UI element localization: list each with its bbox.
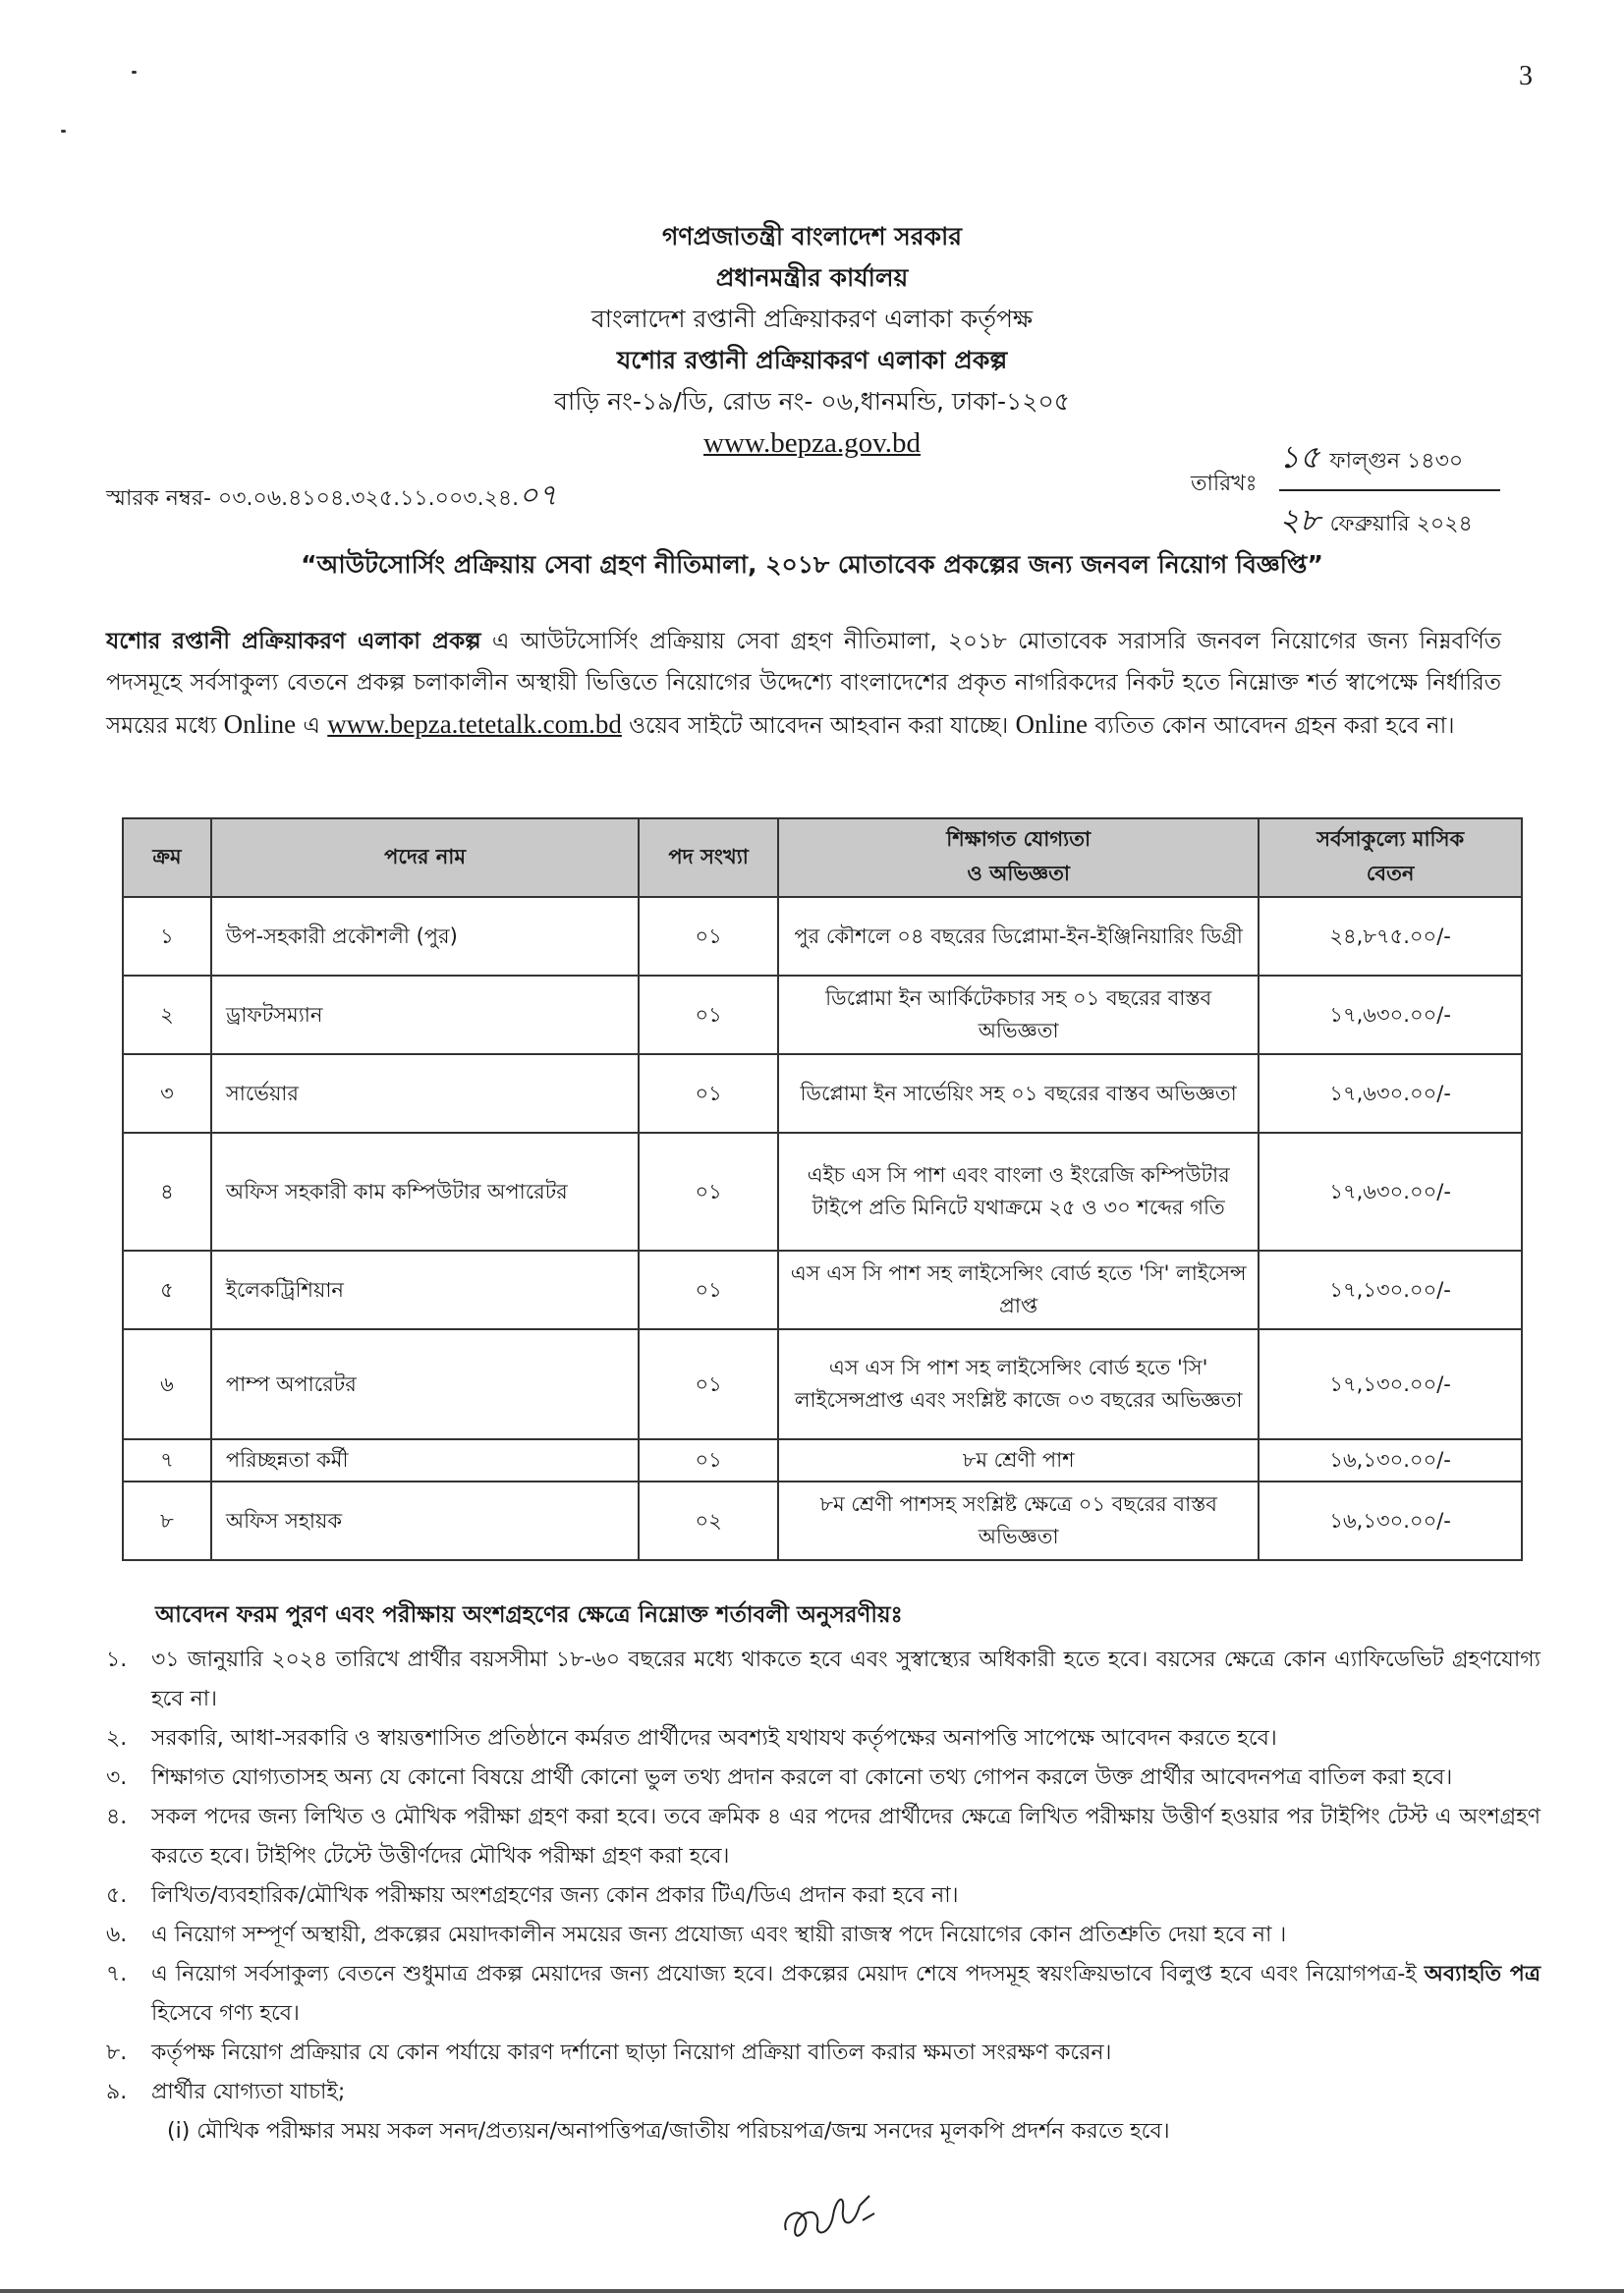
- bangla-day-handwritten: ১৫: [1279, 438, 1320, 475]
- cell-post: অফিস সহকারী কাম কম্পিউটার অপারেটর: [211, 1133, 639, 1251]
- bangla-date: [1279, 432, 1505, 485]
- condition-number: ৬.: [106, 1923, 128, 1947]
- table-header-row: [123, 818, 1522, 897]
- cell-salary: ১৭,১৩০.০০/-: [1259, 1251, 1522, 1329]
- condition-text: সরকারি, আধা-সরকারি ও স্বায়ত্তশাসিত প্রতিষ্ঠানে কর্মরত প্রার্থীদের অবশ্যই যথাযথ কর্তৃপক্ষের অনাপত্তি সাপেক্ষে আবেদন করতে হবে।: [151, 1726, 1277, 1751]
- cell-count: ০১: [639, 1054, 778, 1133]
- condition-item: [106, 1916, 1540, 1955]
- scan-speck: [61, 130, 66, 133]
- posts-table: [122, 817, 1523, 1561]
- office-name: প্রধানমন্ত্রীর কার্যালয়: [715, 263, 909, 292]
- application-website-link[interactable]: www.bepza.tetetalk.com.bd: [327, 709, 622, 739]
- col-qualification-line: শিক্ষাগত যোগ্যতা: [946, 827, 1092, 851]
- condition-text: ৩১ জানুয়ারি ২০২৪ তারিখে প্রার্থীর বয়সসীমা ১৮-৬০ বছরের মধ্যে থাকতে হবে এবং সুস্বাস্থ্যের অধিকারী হতে হবে। বয়সের ক্ষেত্রে কোন এ্যাফিডেভিট গ্রহণযোগ্য হবে না।: [151, 1648, 1540, 1711]
- cell-post: পরিচ্ছন্নতা কর্মী: [211, 1439, 639, 1482]
- date-divider: [1279, 489, 1500, 491]
- memo-handwritten-suffix: ০৭: [519, 478, 558, 513]
- col-post-name: পদের নাম: [211, 818, 639, 897]
- cell-salary: ২৪,৮৭৫.০০/-: [1259, 897, 1522, 976]
- date-fraction: [1279, 432, 1505, 548]
- cell-qualification: এইচ এস সি পাশ এবং বাংলা ও ইংরেজি কম্পিউটার টাইপে প্রতি মিনিটে যথাক্রমে ২৫ ও ৩০ শব্দের গতি: [778, 1133, 1259, 1251]
- condition-number: ৫.: [106, 1883, 128, 1908]
- cell-qualification: ৮ম শ্রেণী পাশ: [778, 1439, 1259, 1482]
- cell-serial: ৩: [123, 1054, 211, 1133]
- cell-post: সার্ভেয়ার: [211, 1054, 639, 1133]
- cell-count: ০১: [639, 976, 778, 1054]
- cell-salary: ১৭,৬৩০.০০/-: [1259, 1054, 1522, 1133]
- cell-post: ইলেকট্রিশিয়ান: [211, 1251, 639, 1329]
- col-qualification-line: ও অভিজ্ঞতা: [967, 862, 1070, 885]
- english-day-handwritten: ২৮: [1279, 501, 1320, 538]
- condition-item: [106, 1641, 1540, 1719]
- project-name: যশোর রপ্তানী প্রক্রিয়াকরণ এলাকা প্রকল্প: [616, 346, 1008, 374]
- table-row: [123, 1054, 1522, 1133]
- table-row: [123, 1482, 1522, 1560]
- condition-number: ৪.: [106, 1805, 128, 1829]
- condition-text: হিসেবে গণ্য হবে।: [151, 2001, 300, 2026]
- intro-text: এ আউটসোর্সিং প্রক্রিয়ায় সেবা গ্রহণ নীতিমালা, ২০১৮ মোতাবেক সরাসরি জনবল নিয়োগের জন্য নিম্নবর্ণিত পদসমূহে সর্বসাকুল্য বেতনে প্রকল্প চলাকালীন অস্থায়ী ভিত্তিতে নিয়োগের উদ্দেশ্যে বাংলাদেশের প্রকৃত নাগরিকদের নিকট হতে নিম্নোক্ত শর্ত স্বাপেক্ষে নির্ধারিত সময়ের মধ্যে: [106, 629, 1502, 739]
- table-row: [123, 1329, 1522, 1439]
- col-salary-line: সর্বসাকুল্যে মাসিক: [1316, 827, 1465, 851]
- cell-salary: ১৭,১৩০.০০/-: [1259, 1329, 1522, 1439]
- condition-text: কর্তৃপক্ষ নিয়োগ প্রক্রিয়ার যে কোন পর্যায়ে কারণ দর্শানো ছাড়া নিয়োগ প্রক্রিয়া বাতিল করার ক্ষমতা সংরক্ষণ করেন।: [151, 2041, 1112, 2065]
- condition-text: প্রার্থীর যোগ্যতা যাচাই;: [151, 2080, 346, 2104]
- condition-text: এ নিয়োগ সম্পূর্ণ অস্থায়ী, প্রকল্পের মেয়াদকালীন সময়ের জন্য প্রযোজ্য এবং স্থায়ী রাজস্ব পদে নিয়োগের কোন প্রতিশ্রুতি দেয়া হবে না ।: [151, 1923, 1287, 1947]
- table-row: [123, 1251, 1522, 1329]
- condition-text: শিক্ষাগত যোগ্যতাসহ অন্য যে কোনো বিষয়ে প্রার্থী কোনো ভুল তথ্য প্রদান করলে বা কোনো তথ্য গোপন করলে উক্ত প্রার্থীর আবেদনপত্র বাতিল করা হবে।: [151, 1765, 1453, 1790]
- condition-item: [106, 1759, 1540, 1798]
- cell-qualification: ৮ম শ্রেণী পাশসহ সংশ্লিষ্ট ক্ষেত্রে ০১ বছরের বাস্তব অভিজ্ঞতা: [778, 1482, 1259, 1560]
- cell-serial: ৮: [123, 1482, 211, 1560]
- date-label: তারিখঃ: [1191, 472, 1258, 496]
- condition-number: ৩.: [106, 1765, 128, 1790]
- cell-qualification: এস এস সি পাশ সহ লাইসেন্সিং বোর্ড হতে 'সি' লাইসেন্সপ্রাপ্ত এবং সংশ্লিষ্ট কাজে ০৩ বছরের অভিজ্ঞতা: [778, 1329, 1259, 1439]
- condition-number: ৭.: [106, 1962, 128, 1986]
- intro-text: ব্যতিত কোন আবেদন গ্রহন করা হবে না।: [1088, 713, 1455, 739]
- condition-number: ৮.: [106, 2041, 128, 2065]
- memo-number: [106, 472, 557, 522]
- condition-item: [106, 1798, 1540, 1876]
- condition-text: সকল পদের জন্য লিখিত ও মৌখিক পরীক্ষা গ্রহণ করা হবে। তবে ক্রমিক ৪ এর পদের প্রার্থীদের ক্ষেত্রে লিখিত পরীক্ষায় উত্তীর্ণ হওয়ার পর টাইপিং টেস্ট এ অংশগ্রহণ করতে হবে। টাইপিং টেস্টে উত্তীর্ণদের মৌখিক পরীক্ষা গ্রহণ করা হবে।: [151, 1805, 1540, 1869]
- condition-item: [106, 1719, 1540, 1759]
- cell-serial: ২: [123, 976, 211, 1054]
- cell-salary: ১৬,১৩০.০০/-: [1259, 1482, 1522, 1560]
- govt-name: গণপ্রজাতন্ত্রী বাংলাদেশ সরকার: [662, 222, 962, 251]
- intro-project-name: যশোর রপ্তানী প্রক্রিয়াকরণ এলাকা প্রকল্প: [106, 629, 481, 654]
- cell-post: অফিস সহায়ক: [211, 1482, 639, 1560]
- english-date: [1279, 495, 1505, 548]
- col-qualification: [778, 818, 1259, 897]
- cell-post: পাম্প অপারেটর: [211, 1329, 639, 1439]
- condition-sub-item: (i) মৌখিক পরীক্ষার সময় সকল সনদ/প্রত্যয়ন/অনাপত্তিপত্র/জাতীয় পরিচয়পত্র/জন্ম সনদের মূলকপি প্রদর্শন করতে হবে।: [167, 2119, 1170, 2144]
- condition-text: লিখিত/ব্যবহারিক/মৌখিক পরীক্ষায় অংশগ্রহণের জন্য কোন প্রকার টিএ/ডিএ প্রদান করা হবে না।: [151, 1883, 959, 1908]
- condition-number: ২.: [106, 1726, 128, 1751]
- cell-qualification: ডিপ্লোমা ইন আর্কিটেকচার সহ ০১ বছরের বাস্তব অভিজ্ঞতা: [778, 976, 1259, 1054]
- condition-number: ৯.: [106, 2080, 128, 2104]
- cell-count: ০১: [639, 1439, 778, 1482]
- cell-qualification: এস এস সি পাশ সহ লাইসেন্সিং বোর্ড হতে 'সি' লাইসেন্স প্রাপ্ত: [778, 1251, 1259, 1329]
- page-bottom-edge: [0, 2289, 1624, 2293]
- condition-emphasis: অব্যাহতি পত্র: [1424, 1962, 1540, 1986]
- intro-paragraph: [106, 621, 1501, 747]
- table-row: [123, 897, 1522, 976]
- condition-item: [106, 2073, 1540, 2112]
- condition-item: [106, 1955, 1540, 2034]
- cell-count: ০১: [639, 1329, 778, 1439]
- cell-salary: ১৭,৬৩০.০০/-: [1259, 1133, 1522, 1251]
- conditions-title: আবেদন ফরম পুরণ এবং পরীক্ষায় অংশগ্রহণের ক্ষেত্রে নিম্নোক্ত শর্তাবলী অনুসরণীয়ঃ: [155, 1602, 903, 1628]
- intro-text: ওয়েব সাইটে আবেদন আহবান করা যাচ্ছে।: [621, 713, 1016, 739]
- intro-online: Online: [1015, 709, 1089, 739]
- intro-text: এ: [296, 713, 328, 739]
- letterhead: [0, 216, 1624, 464]
- cell-salary: ১৬,১৩০.০০/-: [1259, 1439, 1522, 1482]
- signature: [776, 2176, 894, 2259]
- page-number: 3: [1519, 61, 1533, 91]
- cell-count: ০১: [639, 1133, 778, 1251]
- col-serial: ক্রম: [123, 818, 211, 897]
- table-row: [123, 1439, 1522, 1482]
- cell-count: ০১: [639, 897, 778, 976]
- condition-text: এ নিয়োগ সর্বসাকুল্য বেতনে শুধুমাত্র প্রকল্প মেয়াদের জন্য প্রযোজ্য হবে। প্রকল্পের মেয়াদ শেষে পদসমূহ স্বয়ংক্রিয়ভাবে বিলুপ্ত হবে এবং নিয়োগপত্র-ই: [151, 1962, 1425, 1986]
- cell-qualification: ডিপ্লোমা ইন সার্ভেয়িং সহ ০১ বছরের বাস্তব অভিজ্ঞতা: [778, 1054, 1259, 1133]
- condition-number: ১.: [106, 1648, 128, 1672]
- signature-scribble: [776, 2176, 894, 2255]
- cell-post: উপ-সহকারী প্রকৌশলী (পুর): [211, 897, 639, 976]
- col-post-count: পদ সংখ্যা: [639, 818, 778, 897]
- authority-name: বাংলাদেশ রপ্তানী প্রক্রিয়াকরণ এলাকা কর্তৃপক্ষ: [590, 305, 1034, 333]
- cell-serial: ৬: [123, 1329, 211, 1439]
- website-link[interactable]: www.bepza.gov.bd: [703, 427, 921, 459]
- cell-serial: ১: [123, 897, 211, 976]
- english-month-year: ফেব্রুয়ারি ২০২৪: [1329, 512, 1473, 536]
- cell-serial: ৫: [123, 1251, 211, 1329]
- cell-count: ০২: [639, 1482, 778, 1560]
- condition-item: [106, 2034, 1540, 2073]
- col-salary: [1259, 818, 1522, 897]
- notice-title: “আউটসোর্সিং প্রক্রিয়ায় সেবা গ্রহণ নীতিমালা, ২০১৮ মোতাবেক প্রকল্পের জন্য জনবল নিয়োগ বিজ্ঞপ্তি”: [301, 550, 1323, 579]
- scan-speck: [132, 71, 137, 74]
- conditions-section: [106, 1596, 1540, 2152]
- condition-item: [106, 1876, 1540, 1916]
- cell-post: ড্রাফটসম্যান: [211, 976, 639, 1054]
- intro-online: Online: [223, 709, 297, 739]
- table-row: [123, 976, 1522, 1054]
- col-salary-line: বেতন: [1366, 862, 1415, 885]
- cell-serial: ৭: [123, 1439, 211, 1482]
- address: বাড়ি নং-১৯/ডি, রোড নং- ০৬,ধানমন্ডি, ঢাকা-১২০৫: [554, 387, 1070, 416]
- memo-label: স্মারক নম্বর- ০৩.০৬.৪১০৪.৩২৫.১১.০০৩.২৪.: [106, 486, 520, 511]
- bangla-month-year: ফাল্গুন ১৪৩০: [1329, 449, 1464, 474]
- cell-salary: ১৭,৬৩০.০০/-: [1259, 976, 1522, 1054]
- cell-count: ০১: [639, 1251, 778, 1329]
- cell-serial: ৪: [123, 1133, 211, 1251]
- cell-qualification: পুর কৌশলে ০৪ বছরের ডিপ্লোমা-ইন-ইঞ্জিনিয়ারিং ডিগ্রী: [778, 897, 1259, 976]
- table-row: [123, 1133, 1522, 1251]
